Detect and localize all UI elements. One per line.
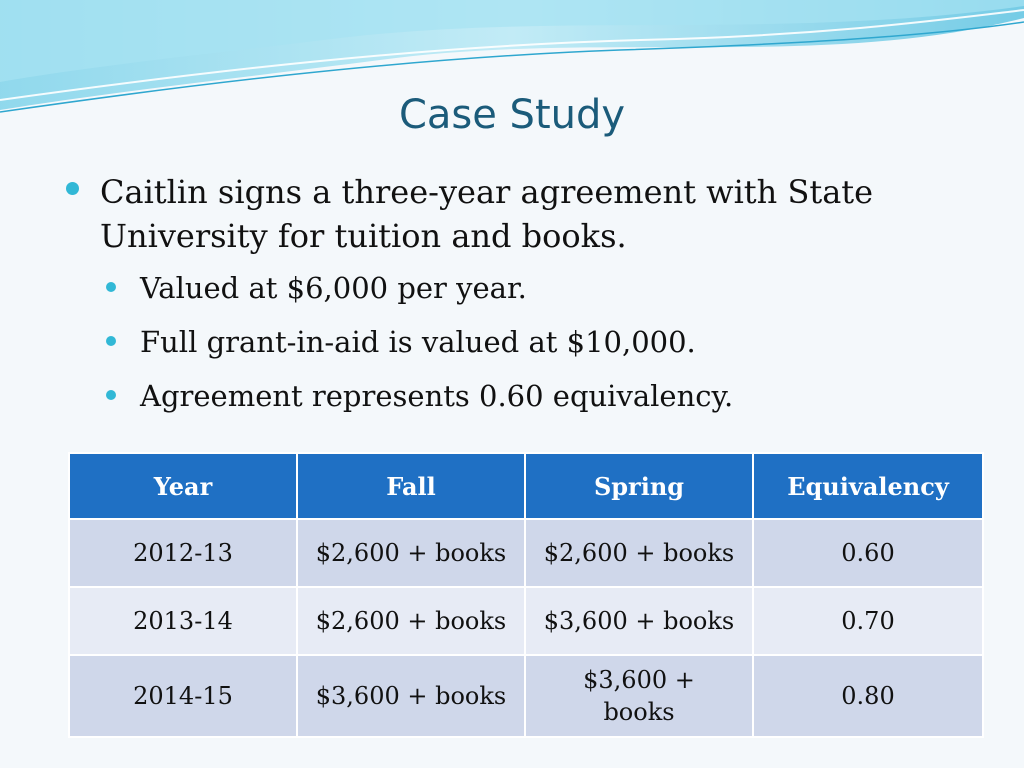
header-fall: Fall	[297, 453, 525, 519]
cell-spring: $3,600 + books	[525, 655, 753, 737]
table-header-row	[69, 453, 983, 519]
bullet-dot-icon	[66, 182, 79, 195]
table-row	[69, 519, 983, 587]
cell-fall: $2,600 + books	[297, 519, 525, 587]
cell-equivalency: 0.80	[753, 655, 983, 737]
header-spring: Spring	[525, 453, 753, 519]
bullet-dot-icon	[106, 282, 116, 292]
table-row	[69, 655, 983, 737]
bullet-main-text: Caitlin signs a three-year agreement with State University for tuition and books.	[100, 173, 874, 255]
cell-fall: $3,600 + books	[297, 655, 525, 737]
bullet-main	[64, 170, 964, 258]
bullet-dot-icon	[106, 390, 116, 400]
header-year: Year	[69, 453, 297, 519]
cell-equivalency: 0.70	[753, 587, 983, 655]
sub-bullet-text: Full grant-in-aid is valued at $10,000.	[140, 325, 696, 359]
sub-bullet-text: Valued at $6,000 per year.	[140, 271, 527, 305]
cell-spring: $3,600 + books	[525, 587, 753, 655]
cell-fall: $2,600 + books	[297, 587, 525, 655]
slide-title: Case Study	[398, 92, 626, 138]
bullet-dot-icon	[106, 336, 116, 346]
header-equivalency: Equivalency	[753, 453, 983, 519]
equivalency-table	[68, 452, 984, 738]
cell-year: 2012-13	[69, 519, 297, 587]
cell-year: 2013-14	[69, 587, 297, 655]
cell-year: 2014-15	[69, 655, 297, 737]
cell-equivalency: 0.60	[753, 519, 983, 587]
bullet-list	[64, 170, 964, 416]
sub-bullet-value	[64, 268, 964, 308]
cell-spring: $2,600 + books	[525, 519, 753, 587]
table-row	[69, 587, 983, 655]
sub-bullet-grant	[64, 322, 964, 362]
sub-bullet-text: Agreement represents 0.60 equivalency.	[140, 379, 734, 413]
sub-bullet-equivalency	[64, 376, 964, 416]
